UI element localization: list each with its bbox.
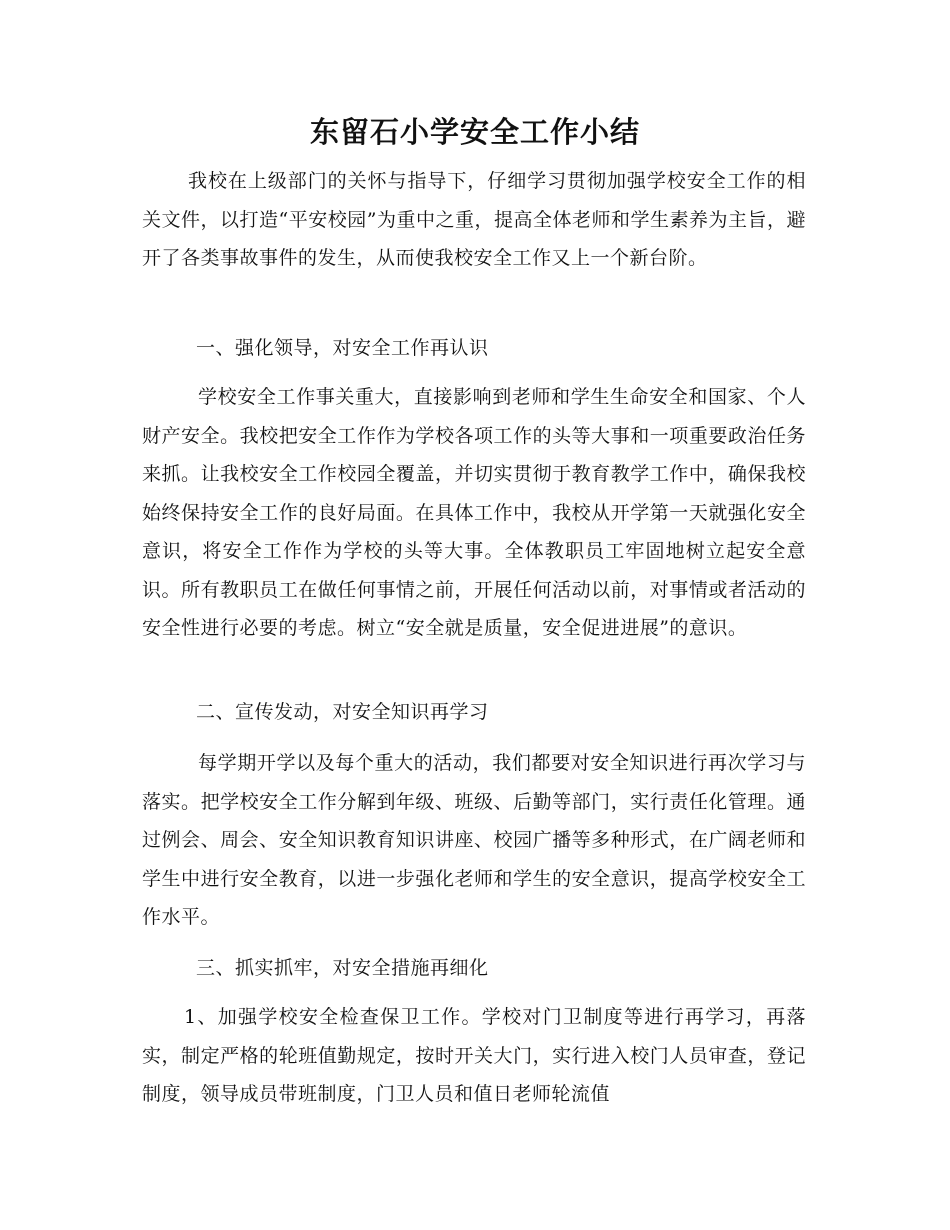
section-1-heading: 一、强化领导，对安全工作再认识 bbox=[196, 337, 489, 359]
section-3-heading: 三、抓实抓牢，对安全措施再细化 bbox=[196, 957, 489, 979]
document-title: 东留石小学安全工作小结 bbox=[309, 115, 640, 149]
intro-paragraph: 我校在上级部门的关怀与指导下，仔细学习贯彻加强学校安全工作的相关文件，以打造“平安校园”为重中之重，提高全体老师和学生素养为主旨，避开了各类事故事件的发生，从而使我校安全工作又上一个新台阶。 bbox=[142, 170, 806, 269]
section-2-heading: 二、宣传发动，对安全知识再学习 bbox=[196, 701, 489, 723]
section-2-body: 每学期开学以及每个重大的活动，我们都要对安全知识进行再次学习与落实。把学校安全工作分解到年级、班级、后勤等部门，实行责任化管理。通过例会、周会、安全知识教育知识讲座、校园广播等多种形式，在广阔老师和学生中进行安全教育，以进一步强化老师和学生的安全意识，提高学校安全工作水平。 bbox=[142, 752, 806, 928]
section-3-item-1: 1、加强学校安全检查保卫工作。学校对门卫制度等进行再学习，再落实，制定严格的轮班值勤规定，按时开关大门，实行进入校门人员审查，登记制度，领导成员带班制度，门卫人员和值日老师轮流值 bbox=[142, 1006, 806, 1105]
section-1-body: 学校安全工作事关重大，直接影响到老师和学生生命安全和国家、个人财产安全。我校把安全工作作为学校各项工作的头等大事和一项重要政治任务来抓。让我校安全工作校园全覆盖，并切实贯彻于教育教学工作中，确保我校始终保持安全工作的良好局面。在具体工作中，我校从开学第一天就强化安全意识，将安全工作作为学校的头等大事。全体教职员工牢固地树立起安全意识。所有教职员工在做任何事情之前，开展任何活动以前，对事情或者活动的安全性进行必要的考虑。树立“安全就是质量，安全促进进展”的意识。 bbox=[142, 386, 806, 639]
